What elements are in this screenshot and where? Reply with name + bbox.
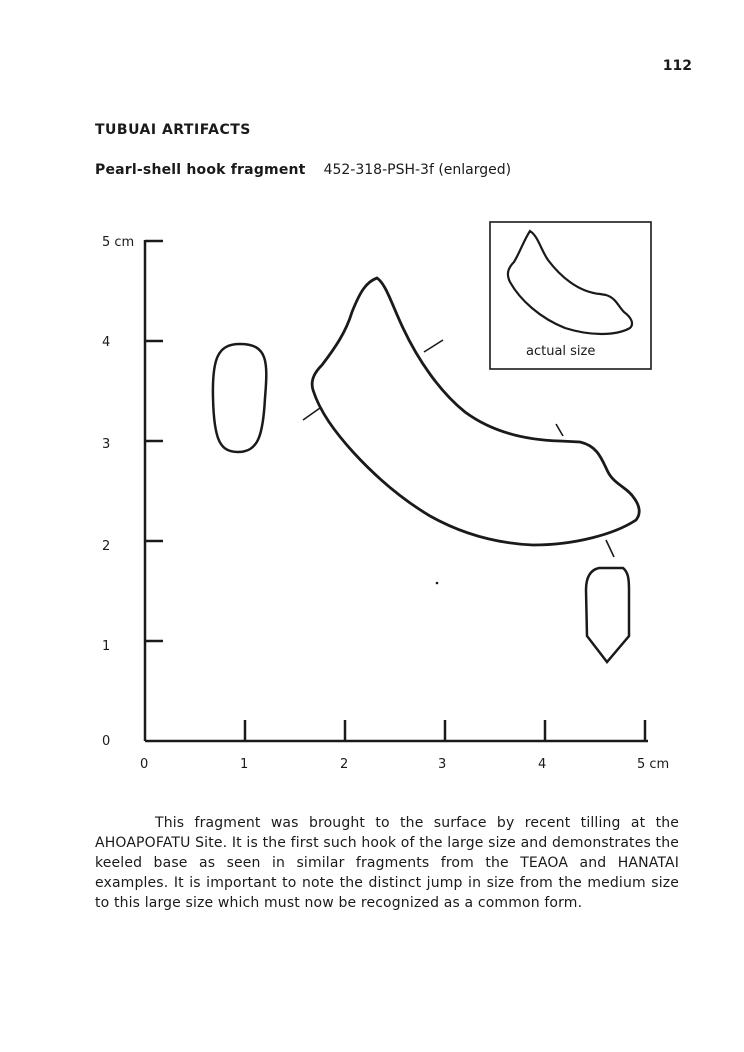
x-axis-label: 0 (140, 757, 149, 772)
x-axis-label: 5 cm (637, 757, 670, 772)
artifact-name: Pearl-shell hook fragment (95, 162, 306, 178)
inset-label: actual size (526, 344, 596, 359)
hook-fragment-outline (312, 278, 639, 545)
y-axis-label: 2 (102, 539, 111, 554)
section-title: TUBUAI ARTIFACTS (95, 122, 251, 138)
actual-size-inset (490, 222, 651, 369)
y-axis-label: 4 (102, 335, 111, 350)
section-marker (424, 340, 443, 352)
section-marker (556, 424, 563, 436)
right-cross-section (586, 568, 629, 662)
x-axis-label: 2 (340, 757, 349, 772)
x-axis-label: 1 (240, 757, 249, 772)
description-paragraph: This fragment was brought to the surface by recent tilling at the AHOAPOFATU Site. It is the first such hook of the large size and demonstrates the keeled base as seen in similar fragments from the TEAOA and HANATAI examples. It is important to note the distinct jump in size from the medium size to this large size which must now be recognized as a common form. (95, 815, 679, 911)
actual-size-outline (508, 231, 632, 334)
catalog-number: 452-318-PSH-3f (enlarged) (323, 162, 512, 178)
section-marker (606, 540, 614, 557)
section-marker (303, 408, 320, 420)
y-axis-label: 5 cm (102, 235, 135, 250)
left-cross-section (213, 344, 266, 452)
y-axis-label: 3 (102, 437, 111, 452)
y-axis-label: 1 (102, 639, 111, 654)
x-axis-label: 4 (538, 757, 547, 772)
stray-mark (436, 582, 439, 585)
y-axis-label: 0 (102, 734, 111, 749)
page-number: 112 (662, 58, 692, 74)
x-axis-label: 3 (438, 757, 447, 772)
